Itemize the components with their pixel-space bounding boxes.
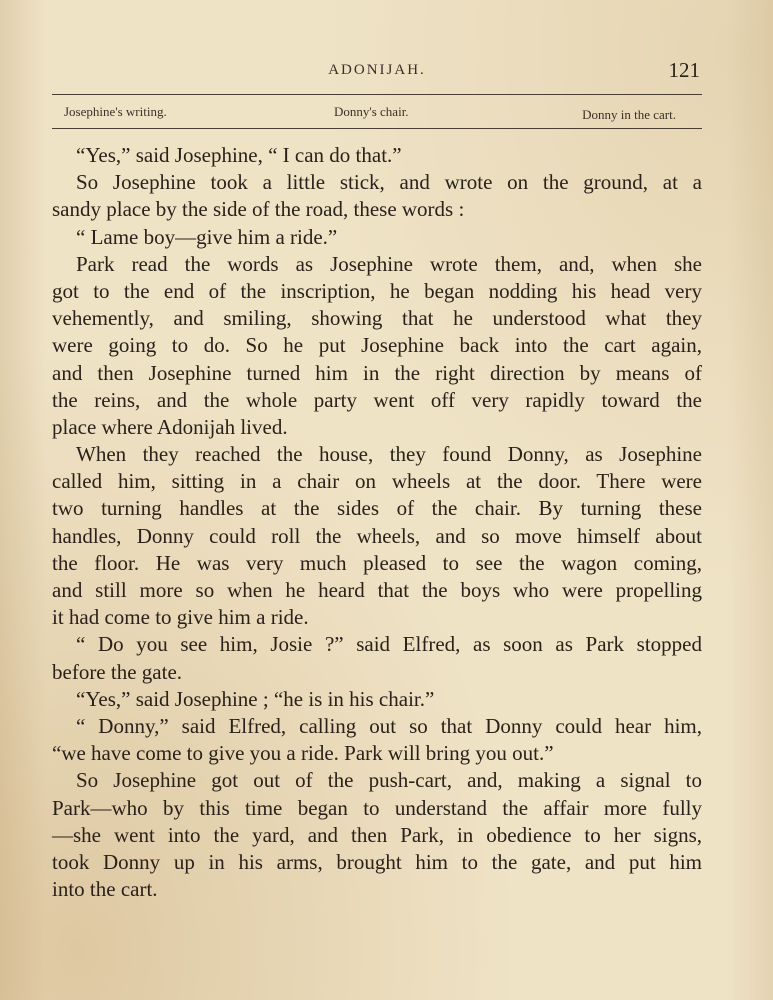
text-line: Park read the words as Josephine wrote them, and, when she — [76, 251, 702, 276]
text-line: and still more so when he heard that the boys who were propelling — [52, 578, 702, 602]
text-line: So Josephine got out of the push-cart, and, making a signal to — [76, 768, 702, 793]
running-title: ADONIJAH. — [328, 62, 426, 78]
text-line: Park—who by this time began to understand the affair more fully — [52, 795, 702, 820]
text-line: —she went into the yard, and then Park, in obedience to her signs, — [52, 822, 702, 847]
header-rule-bottom — [52, 128, 702, 129]
text-line: got to the end of the inscription, he began nodding his head very — [52, 278, 702, 303]
text-line: two turning handles at the sides of the chair. By turning these — [52, 496, 702, 521]
text-line: So Josephine took a little stick, and wrote on the ground, at a — [76, 170, 702, 195]
text-line: “we have come to give you a ride. Park will bring you out.” — [52, 741, 554, 766]
sidenote-left: Josephine's writing. — [64, 104, 167, 119]
text-line: sandy place by the side of the road, these words : — [52, 197, 465, 222]
text-line: into the cart. — [52, 877, 158, 902]
text-line: before the gate. — [52, 659, 183, 684]
text-line: “ Donny,” said Elfred, calling out so that Donny could hear him, — [76, 713, 702, 738]
text-line: the reins, and the whole party went off very rapidly toward the — [52, 387, 702, 412]
text-line: “ Do you see him, Josie ?” said Elfred, as soon as Park stopped — [76, 632, 702, 657]
text-line: it had come to give him a ride. — [52, 605, 309, 630]
text-line: “ Lame boy—give him a ride.” — [76, 224, 338, 249]
text-line: called him, sitting in a chair on wheels at the door. There were — [52, 469, 702, 494]
body-text — [52, 142, 702, 903]
running-head — [52, 58, 702, 84]
page-number: 121 — [668, 58, 700, 82]
text-line: were going to do. So he put Josephine back into the cart again, — [52, 333, 702, 358]
text-line: “Yes,” said Josephine, “ I can do that.” — [76, 143, 402, 167]
header-rule-top — [52, 94, 702, 95]
sidenote-bar — [64, 104, 676, 126]
text-line: took Donny up in his arms, brought him to the gate, and put him — [52, 849, 702, 874]
text-line: the floor. He was very much pleased to see the wagon coming, — [52, 550, 702, 575]
text-line: place where Adonijah lived. — [52, 414, 288, 439]
text-line: “Yes,” said Josephine ; “he is in his chair.” — [76, 686, 435, 711]
text-line: handles, Donny could roll the wheels, and so move himself about — [52, 523, 702, 548]
text-line: vehemently, and smiling, showing that he understood what they — [52, 306, 702, 331]
text-line: When they reached the house, they found Donny, as Josephine — [76, 442, 702, 467]
text-line: and then Josephine turned him in the right direction by means of — [52, 360, 702, 385]
sidenote-right: Donny in the cart. — [582, 107, 676, 122]
sidenote-center: Donny's chair. — [334, 104, 409, 119]
